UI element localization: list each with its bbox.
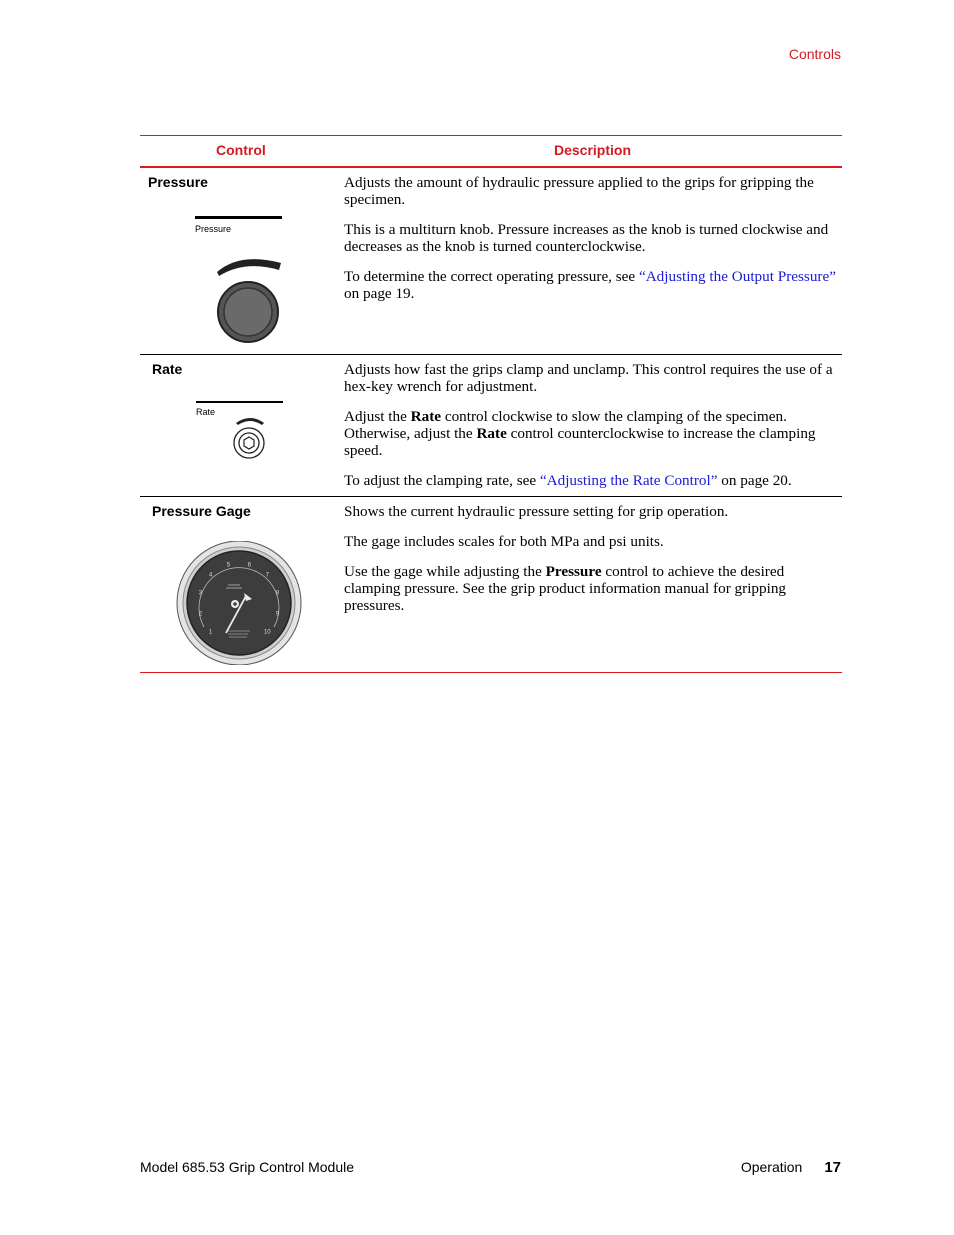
control-name: Pressure Gage — [152, 503, 251, 519]
pressure-knob-icon — [195, 246, 285, 346]
running-header-section: Controls — [788, 46, 841, 62]
description-paragraph: This is a multiturn knob. Pressure increases as the knob is turned clockwise and decreases as the knob is turned counterclockwise. — [344, 221, 829, 255]
page-number: 17 — [824, 1159, 841, 1176]
footer-section: Operation — [740, 1159, 803, 1175]
pressure-gage-icon — [174, 541, 304, 665]
footer-right — [741, 1159, 841, 1176]
controls-table — [140, 135, 842, 673]
table-row-pressure — [140, 168, 842, 355]
link-adjusting-output-pressure[interactable]: “Adjusting the Output Pressure” — [638, 268, 836, 285]
pressure-figure-label: Pressure — [195, 224, 232, 234]
description-paragraph: Shows the current hydraulic pressure setting for grip operation. — [344, 503, 729, 520]
gauge-number: 7 — [265, 572, 269, 579]
description-cell — [344, 361, 838, 502]
description-cell — [344, 503, 838, 627]
table-row-pressure-gage — [140, 497, 842, 673]
gauge-number: 3 — [198, 590, 203, 597]
footer-document-title: Model 685.53 Grip Control Module — [140, 1159, 355, 1175]
description-paragraph: The gage includes scales for both MPa and psi units. — [344, 533, 664, 550]
link-adjusting-rate-control[interactable]: “Adjusting the Rate Control” — [539, 472, 718, 489]
description-paragraph: Adjust the Rate control clockwise to slow the clamping of the specimen. Otherwise, adjust the Rate control counterclockwise to increase the clamping speed. — [344, 408, 816, 459]
gauge-number: 8 — [275, 590, 280, 597]
description-paragraph: Adjusts how fast the grips clamp and unclamp. This control requires the use of a hex-key wrench for adjustment. — [344, 361, 833, 395]
rate-figure-label: Rate — [196, 407, 216, 417]
gauge-number: 2 — [198, 611, 203, 618]
description-paragraph: Adjusts the amount of hydraulic pressure applied to the grips for gripping the specimen. — [344, 174, 814, 208]
column-header-description: Description — [554, 142, 632, 158]
description-paragraph: Use the gage while adjusting the Pressure control to achieve the desired clamping pressure. See the grip product information manual for gripping pressures. — [344, 563, 787, 614]
control-name: Rate — [152, 361, 183, 377]
gauge-number: 9 — [275, 611, 280, 618]
table-header — [140, 135, 842, 168]
rate-hex-key-icon — [196, 409, 286, 469]
column-header-control: Control — [216, 142, 266, 158]
gauge-number: 1 — [209, 629, 213, 636]
rate-control-figure — [196, 401, 286, 471]
description-cell — [344, 174, 838, 315]
description-paragraph: To determine the correct operating pressure, see “Adjusting the Output Pressure” on page 19. — [344, 268, 836, 302]
pressure-knob-figure — [195, 216, 285, 346]
gauge-number: 5 — [226, 562, 231, 569]
gauge-number: 6 — [247, 562, 252, 569]
gauge-number: 4 — [209, 572, 213, 579]
pressure-gage-figure — [174, 541, 304, 665]
panel-divider — [195, 216, 282, 219]
table-row-rate — [140, 355, 842, 497]
gauge-number: 10 — [263, 629, 271, 636]
panel-divider — [196, 401, 283, 403]
control-name: Pressure — [148, 174, 208, 190]
description-paragraph: To adjust the clamping rate, see “Adjusting the Rate Control” on page 20. — [344, 472, 792, 489]
